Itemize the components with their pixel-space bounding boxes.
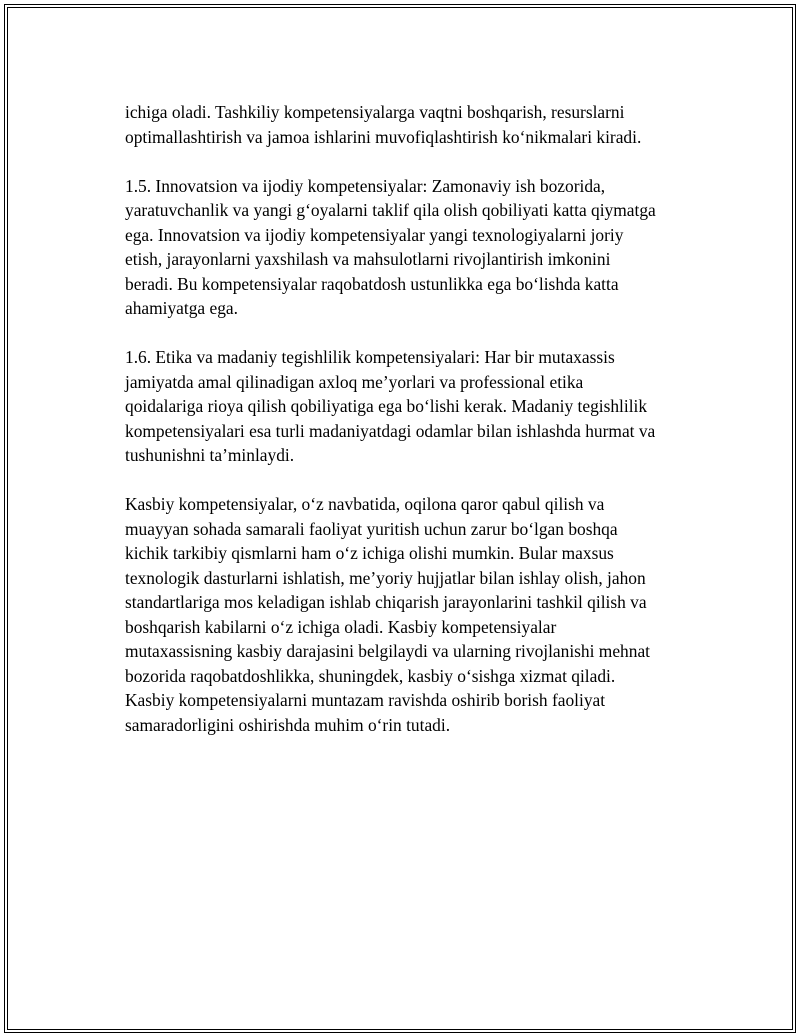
text-line: Kasbiy kompetensiyalarni muntazam ravishda oshirib borish faoliyat [125,690,606,710]
text-line: Kasbiy kompetensiyalar, o‘z navbatida, oqilona qaror qabul qilish va [125,494,605,514]
text-line: kichik tarkibiy qismlarni ham o‘z ichiga olishi mumkin. Bular maxsus [125,543,614,563]
text-line: etish, jarayonlarni yaxshilash va mahsulotlarni rivojlantirish imkonini [125,249,611,269]
text-line: jamiyatda amal qilinadigan axloq me’yorlari va professional etika [125,371,584,392]
paragraph-spacer [125,321,700,346]
text-line: qoidalariga rioya qilish qobiliyatiga ega bo‘lishi kerak. Madaniy tegishlilik [125,396,648,416]
document-body [125,100,700,737]
text-line: kompetensiyalari esa turli madaniyatdagi odamlar bilan ishlashda hurmat va [125,420,656,441]
paragraph [125,100,700,149]
text-line: mutaxassisning kasbiy darajasini belgilaydi va ularning rivojlanishi mehnat [125,641,650,661]
text-line: samaradorligini oshirishda muhim o‘rin tutadi. [125,714,451,735]
page-border [4,4,796,1033]
paragraph [125,492,700,737]
text-line: ega. Innovatsion va ijodiy kompetensiyalar yangi texnologiyalarni joriy [125,224,624,245]
paragraph [125,345,700,468]
text-line: texnologik dasturlarni ishlatish, me’yoriy hujjatlar bilan ishlay olish, jahon [125,567,646,588]
text-line: yaratuvchanlik va yangi g‘oyalarni taklif qila olish qobiliyati katta qiymatga [125,200,656,220]
text-line: bozorida raqobatdoshlikka, shuningdek, kasbiy o‘sishga xizmat qiladi. [125,665,616,686]
text-line: beradi. Bu kompetensiyalar raqobatdosh ustunlikka ega bo‘lishda katta [125,273,619,294]
paragraph-spacer [125,149,700,174]
text-line: 1.6. Etika va madaniy tegishlilik kompetensiyalari: Har bir mutaxassis [125,347,615,367]
text-line: optimallashtirish va jamoa ishlarini muvofiqlashtirish ko‘nikmalari kiradi. [125,126,642,147]
paragraph-spacer [125,468,700,493]
text-line: muayyan sohada samarali faoliyat yuritish uchun zarur bo‘lgan boshqa [125,518,618,539]
text-line: standartlariga mos keladigan ishlab chiqarish jarayonlarini tashkil qilish va [125,592,647,612]
text-line: 1.5. Innovatsion va ijodiy kompetensiyalar: Zamonaviy ish bozorida, [125,175,606,196]
text-line: boshqarish kabilarni o‘z ichiga oladi. Kasbiy kompetensiyalar [125,616,557,637]
text-line: tushunishni ta’minlaydi. [125,445,295,465]
paragraph [125,174,700,321]
text-line: ahamiyatga ega. [125,298,238,318]
text-line: ichiga oladi. Tashkiliy kompetensiyalarga vaqtni boshqarish, resurslarni [125,102,625,122]
